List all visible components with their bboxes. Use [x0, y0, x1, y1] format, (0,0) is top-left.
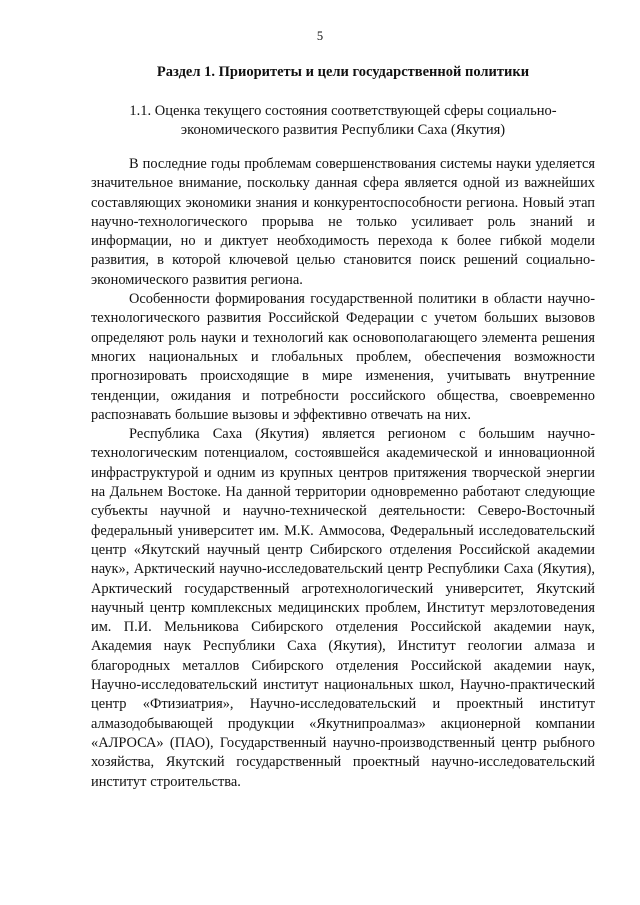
body-text	[91, 155, 595, 792]
page-number: 5	[316, 29, 324, 43]
paragraph-research-organizations: Республика Саха (Якутия) является регионом с большим научно-технологическим потенциалом, состоявшейся академической и инновационной инфраструктурой и одним из крупных центров притяжения творческой энергии на Дальнем Востоке. На данной территории одновременно работают следующие субъекты научной и научно-технической деятельности: Северо-Восточный федеральный университет им. М.К. Аммосова, Федеральный исследовательский центр «Якутский научный центр Сибирского отделения Российской академии наук», Арктический научно-исследовательский центр Республики Саха (Якутия), Арктический государственный агротехнологический университет, Якутский научный центр комплексных медицинских проблем, Институт мерзлотоведения им. П.И. Мельникова Сибирского отделения Российской академии наук, Академия наук Республики Саха (Якутия), Институт геологии алмаза и благородных металлов Сибирского отделения Российской академии наук, Научно-исследовательский институт национальных школ, Научно-практический центр «Фтизиатрия», Научно-исследовательский и проектный институт алмазодобывающей продукции «Якутнипроалмаз» акционерной компании «АЛРОСА» (ПАО), Государственный научно-производственный центр рыбного хозяйства, Якутский государственный проектный научно-исследовательский институт строительства.	[91, 426, 595, 790]
subsection-title: 1.1. Оценка текущего состояния соответствующей сферы социально-экономического развития Республики Саха (Якутия)	[129, 103, 557, 139]
paragraph-science-development: В последние годы проблемам совершенствования системы науки уделяется значительное внимание, поскольку данная сфера является одной из важнейших составляющих экономики знания и конкурентоспособности региона. Новый этап научно-технологического прорыва не только усиливает роль знаний и информации, но и диктует необходимость перехода к более гибкой модели развития, в которой ключевой целью становится поиск решений социально-экономического развития региона.	[91, 156, 595, 288]
section-title: Раздел 1. Приоритеты и цели государственной политики	[156, 64, 530, 80]
paragraph-state-policy: Особенности формирования государственной политики в области научно-технологического развития Российской Федерации с учетом больших вызовов определяют роль науки и технологий как основополагающего элемента решения многих национальных и глобальных проблем, обеспечения возможности прогнозировать происходящие в мире изменения, учитывать внутренние тенденции, ожидания и потребности российского общества, своевременно распознавать большие вызовы и эффективно отвечать на них.	[91, 291, 595, 423]
